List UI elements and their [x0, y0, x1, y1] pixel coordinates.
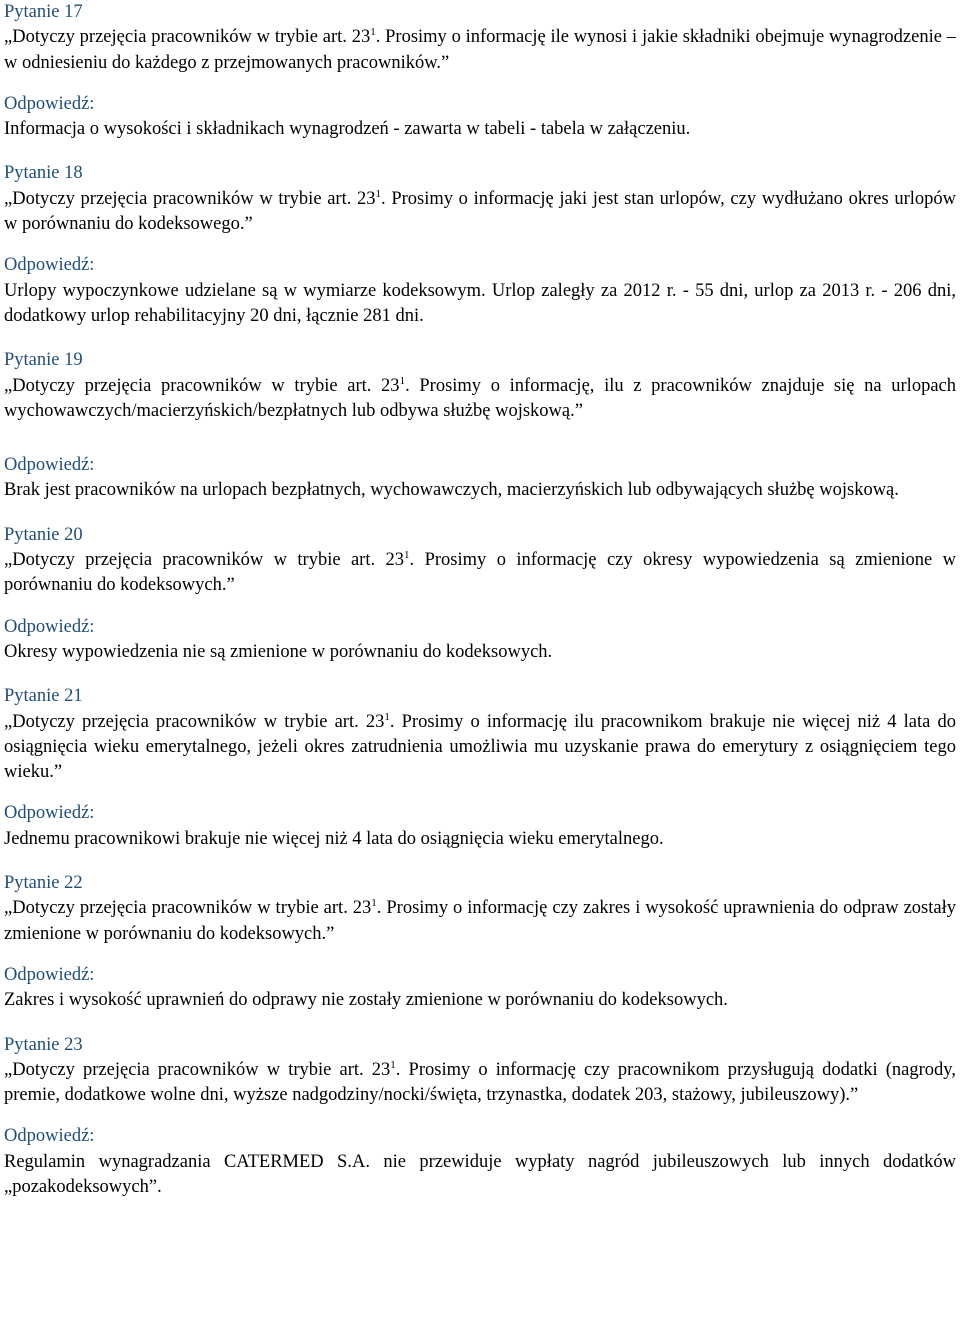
question-text: [4, 187, 956, 238]
question-text-prefix: „Dotyczy przejęcia pracowników w trybie art. 23: [4, 27, 371, 48]
answer-text: Okresy wypowiedzenia nie są zmienione w porównaniu do kodeksowych.: [4, 641, 553, 662]
answer-heading: Odpowiedź:: [4, 455, 95, 476]
answer-text: Regulamin wynagradzania CATERMED S.A. nie przewiduje wypłaty nagród jubileuszowych lub innych dodatków „pozakodeksowych”.: [4, 1151, 956, 1197]
answer-text: Brak jest pracowników na urlopach bezpłatnych, wychowawczych, macierzyńskich lub odbywających służbę wojskową.: [4, 480, 899, 501]
answer-text: Urlopy wypoczynkowe udzielane są w wymiarze kodeksowym. Urlop zaległy za 2012 r. - 55 dni, urlop za 2013 r. - 206 dni, dodatkowy urlop rehabilitacyjny 20 dni, łącznie 281 dni.: [4, 280, 956, 326]
question-heading: Pytanie 23: [4, 1034, 83, 1055]
question-heading: Pytanie 21: [4, 686, 83, 707]
question-text-rest: . Prosimy o informację jaki jest stan urlopów, czy wydłużano okres urlopów w porównaniu do kodeksowego.”: [4, 188, 956, 235]
question-block-22: [4, 871, 956, 1013]
question-text: [4, 1058, 956, 1109]
question-text-rest: . Prosimy o informację ilu pracownikom brakuje nie więcej niż 4 lata do osiągnięcia wieku emerytalnego, jeżeli okres zatrudnienia umożliwia mu uzyskanie prawa do emerytury z osiągnięciem tego wieku.”: [4, 711, 956, 783]
question-block-18: [4, 161, 956, 329]
question-text: [4, 896, 956, 947]
superscript: 1: [371, 897, 377, 910]
question-block-17: [4, 0, 956, 142]
answer-text: Jednemu pracownikowi brakuje nie więcej niż 4 lata do osiągnięcia wieku emerytalnego.: [4, 828, 664, 849]
question-block-23: [4, 1033, 956, 1201]
answer-heading: Odpowiedź:: [4, 93, 95, 114]
superscript: 1: [375, 187, 382, 200]
answer-heading: Odpowiedź:: [4, 964, 95, 985]
answer-heading: Odpowiedź:: [4, 255, 95, 276]
question-text-rest: . Prosimy o informację czy okresy wypowiedzenia są zmienione w porównaniu do kodeksowych.”: [4, 550, 956, 596]
question-heading: Pytanie 20: [4, 524, 83, 545]
answer-heading: Odpowiedź:: [4, 803, 95, 824]
question-text-prefix: „Dotyczy przejęcia pracowników w trybie art. 23: [4, 550, 405, 571]
question-text-prefix: „Dotyczy przejęcia pracowników w trybie art. 23: [4, 188, 376, 209]
question-heading: Pytanie 19: [4, 350, 83, 371]
question-text-prefix: „Dotyczy przejęcia pracowników w trybie art. 23: [4, 711, 385, 732]
answer-text: Informacja o wysokości i składnikach wynagrodzeń - zawarta w tabeli - tabela w załączeniu.: [4, 119, 691, 140]
question-text-rest: . Prosimy o informację czy pracownikom przysługują dodatki (nagrody, premie, dodatkowe wolne dni, wyższe nadgodziny/nocki/święta, trzynastka, dodatek 203, stażowy, jubileuszowy).”: [4, 1059, 956, 1106]
question-block-19: [4, 348, 956, 503]
superscript: 1: [384, 710, 390, 723]
question-block-20: [4, 523, 956, 665]
question-heading: Pytanie 22: [4, 873, 83, 894]
question-text-rest: . Prosimy o informację, ilu z pracowników znajduje się na urlopach wychowawczych/macierzyńskich/bezpłatnych lub odbywa służbę wojskową.”: [4, 375, 956, 421]
question-text: [4, 25, 956, 76]
question-heading: Pytanie 18: [4, 163, 83, 184]
superscript: 1: [404, 548, 410, 561]
superscript: 1: [390, 1058, 396, 1071]
question-text-rest: . Prosimy o informację czy zakres i wysokość uprawnienia do odpraw zostały zmienione w porównaniu do kodeksowych.”: [4, 898, 956, 944]
question-text-prefix: „Dotyczy przejęcia pracowników w trybie art. 23: [4, 1059, 391, 1080]
question-block-21: [4, 684, 956, 852]
question-text: [4, 374, 956, 425]
superscript: 1: [399, 374, 406, 387]
answer-heading: Odpowiedź:: [4, 1126, 95, 1147]
answer-text: Zakres i wysokość uprawnień do odprawy nie zostały zmienione w porównaniu do kodeksowych.: [4, 990, 728, 1011]
answer-heading: Odpowiedź:: [4, 616, 95, 637]
question-text: [4, 710, 956, 786]
question-text: [4, 548, 956, 599]
question-text-rest: . Prosimy o informację ile wynosi i jakie składniki obejmuje wynagrodzenie – w odniesieniu do każdego z przejmowanych pracowników.”: [4, 27, 956, 73]
question-text-prefix: „Dotyczy przejęcia pracowników w trybie art. 23: [4, 375, 400, 396]
superscript: 1: [370, 26, 376, 39]
question-heading: Pytanie 17: [4, 2, 83, 22]
question-text-prefix: „Dotyczy przejęcia pracowników w trybie art. 23: [4, 898, 372, 919]
